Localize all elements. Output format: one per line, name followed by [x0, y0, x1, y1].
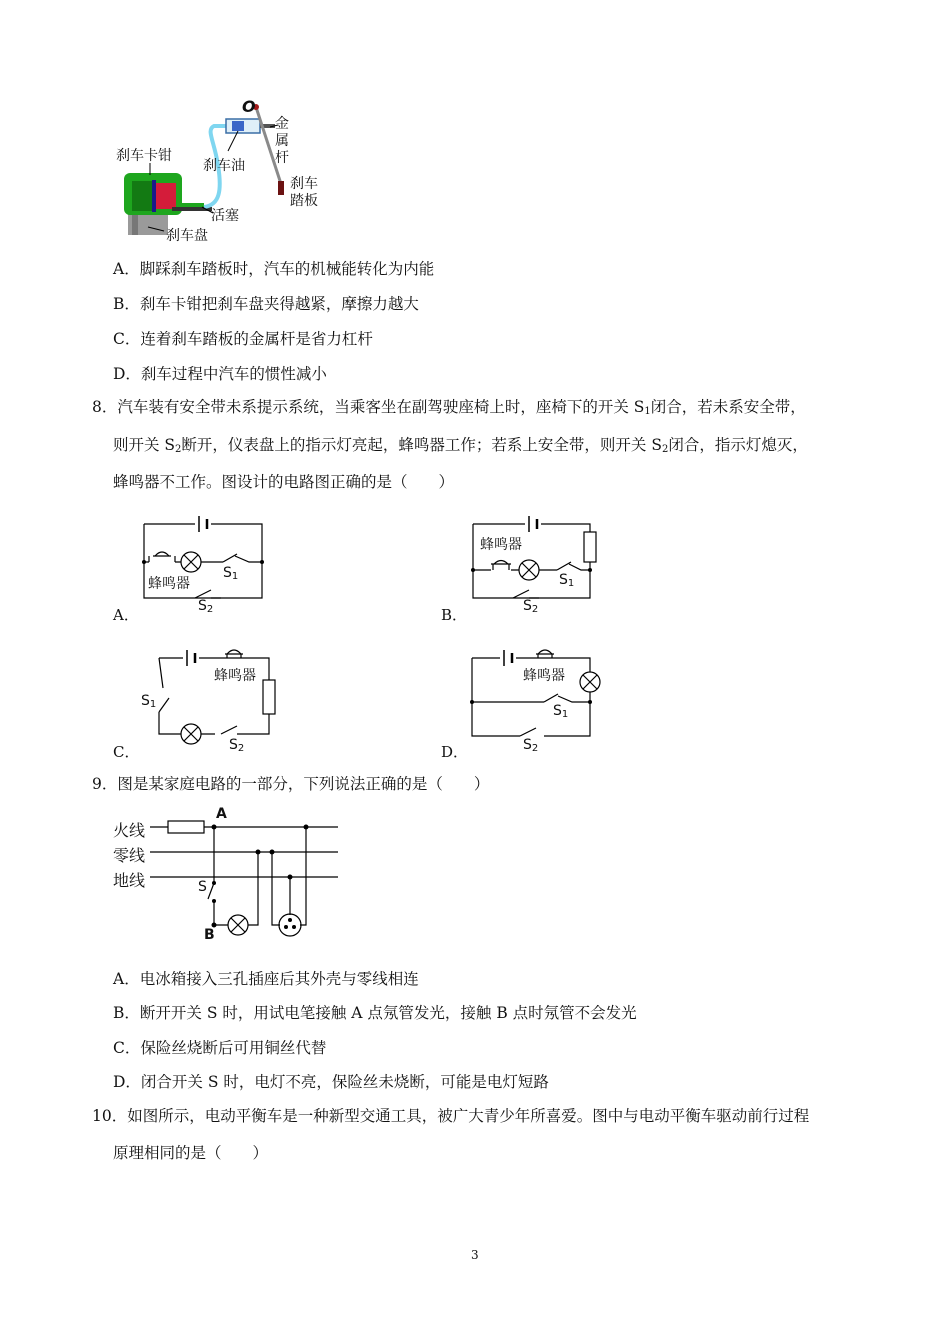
page-number: 3 — [471, 1248, 479, 1262]
label-neutral-wire: 零线 — [113, 846, 146, 865]
q9-option-b[interactable]: B．断开开关 S 时，用试电笔接触 A 点氖管发光，接触 B 点时氖管不会发光 — [113, 1004, 637, 1022]
q9-option-d[interactable]: D．闭合开关 S 时，电灯不亮，保险丝未烧断，可能是电灯短路 — [113, 1073, 549, 1091]
circuit-d — [462, 646, 612, 746]
circuit-a-s2: $S_2$ — [198, 598, 214, 615]
q7-option-d[interactable]: D．刹车过程中汽车的惯性减小 — [113, 365, 327, 383]
label-rod: 金属杆 — [275, 116, 289, 166]
label-pedal: 刹车踏板 — [290, 176, 318, 209]
fuse — [168, 821, 204, 833]
label-point-b: B — [204, 927, 215, 943]
circuit-d-s1: $S_1$ — [553, 703, 569, 720]
label-live-wire: 火线 — [113, 821, 146, 840]
label-caliper: 刹车卡钳 — [116, 148, 172, 164]
circuit-c — [145, 646, 285, 750]
label-switch-s: S — [198, 879, 207, 895]
circuit-d-s2: $S_2$ — [523, 737, 539, 754]
circuit-b — [465, 512, 605, 612]
q7-option-b[interactable]: B．刹车卡钳把刹车盘夹得越紧，摩擦力越大 — [113, 295, 419, 313]
q9-stem: 9．图是某家庭电路的一部分，下列说法正确的是（ ） — [92, 775, 490, 793]
label-oil: 刹车油 — [203, 158, 245, 174]
circuit-a-buzzer-label: 蜂鸣器 — [148, 576, 190, 592]
household-circuit-figure — [150, 815, 340, 940]
q7-option-c[interactable]: C．连着刹车踏板的金属杆是省力杠杆 — [113, 330, 373, 348]
q7-option-a[interactable]: A．脚踩刹车踏板时，汽车的机械能转化为内能 — [113, 260, 435, 278]
brake-pedal — [278, 181, 284, 195]
circuit-b-s2: $S_2$ — [523, 598, 539, 615]
circuit-option-c[interactable]: C． — [113, 743, 140, 761]
label-O: O — [242, 97, 256, 116]
circuit-a-s1: $S_1$ — [223, 565, 239, 582]
label-piston: 活塞 — [211, 208, 239, 224]
circuit-b-s1: $S_1$ — [559, 572, 575, 589]
label-point-a: A — [216, 806, 227, 822]
circuit-c-s2: $S_2$ — [229, 737, 245, 754]
q8-stem-line2: 则开关 $S_2$断开，仪表盘上的指示灯亮起，蜂鸣器工作；若系上安全带，则开关 $S_2$闭合，指示灯熄灭， — [113, 436, 808, 455]
circuit-c-buzzer-label: 蜂鸣器 — [214, 668, 256, 684]
q9-option-a[interactable]: A．电冰箱接入三孔插座后其外壳与零线相连 — [113, 970, 419, 988]
circuit-option-b[interactable]: B． — [441, 606, 468, 624]
circuit-a — [135, 512, 275, 612]
q10-stem-line2: 原理相同的是（ ） — [113, 1144, 269, 1162]
label-disc: 刹车盘 — [166, 228, 208, 244]
q9-option-c[interactable]: C．保险丝烧断后可用铜丝代替 — [113, 1039, 327, 1057]
q8-stem-line3: 蜂鸣器不工作。图设计的电路图正确的是（ ） — [113, 473, 455, 491]
label-ground-wire: 地线 — [113, 871, 146, 890]
circuit-d-buzzer-label: 蜂鸣器 — [523, 668, 565, 684]
circuit-c-s1: $S_1$ — [141, 693, 157, 710]
q10-stem-line1: 10．如图所示，电动平衡车是一种新型交通工具，被广大青少年所喜爱。图中与电动平衡车驱动前行过程 — [92, 1107, 810, 1125]
circuit-option-a[interactable]: A． — [113, 606, 139, 624]
circuit-option-d[interactable]: D． — [441, 743, 469, 761]
q8-stem-line1: 8．汽车装有安全带未系提示系统，当乘客坐在副驾驶座椅上时，座椅下的开关 $S_1$闭合，若未系安全带， — [92, 398, 806, 417]
circuit-b-buzzer-label: 蜂鸣器 — [480, 537, 522, 553]
